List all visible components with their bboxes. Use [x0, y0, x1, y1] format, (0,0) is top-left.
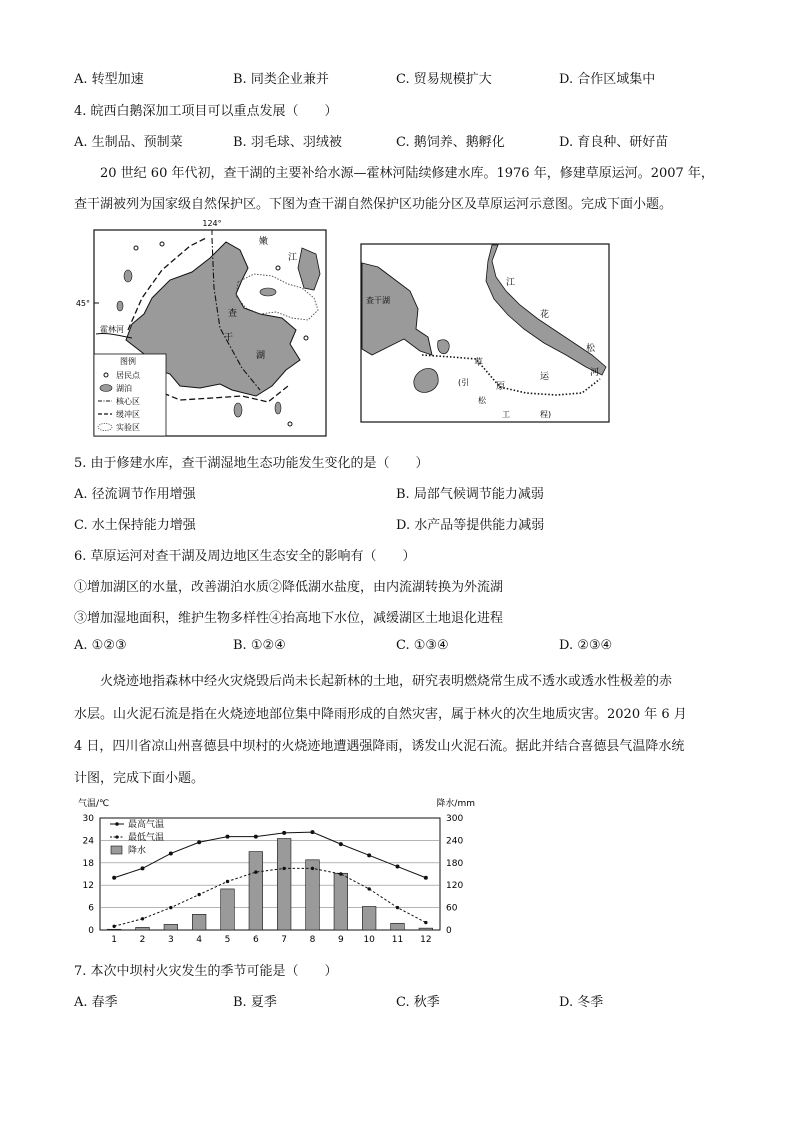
legend-min-temp: 最低气温	[128, 833, 165, 843]
precip-bar-3	[164, 924, 178, 930]
lon-label: 124°	[202, 219, 222, 228]
min-temp-point-10	[367, 887, 370, 890]
precip-bar-1	[107, 929, 121, 930]
q7-option-d[interactable]: D. 冬季	[559, 995, 604, 1010]
nen-river-char-2: 江	[288, 253, 298, 263]
min-temp-point-4	[197, 893, 200, 896]
q4-stem: 4. 皖西白鹅深加工项目可以重点发展（ ）	[74, 104, 338, 119]
min-temp-point-11	[396, 906, 399, 909]
q3-option-d[interactable]: D. 合作区域集中	[559, 72, 656, 87]
chart-ylabel-left: 气温/℃	[78, 799, 110, 809]
month-label: 6	[252, 935, 259, 945]
legend-buffer: 缓冲区	[116, 410, 140, 419]
legend-core: 核心区	[116, 397, 140, 406]
max-temp-point-5	[226, 835, 230, 839]
q3-option-c[interactable]: C. 贸易规模扩大	[396, 72, 492, 87]
huolin-river-label: 霍林河	[100, 325, 124, 334]
legend-max-marker	[115, 822, 119, 826]
canal-sub-4: 程)	[540, 410, 552, 419]
small-lake	[260, 288, 276, 296]
settlement-dot	[160, 242, 164, 246]
legend-precip-swatch	[111, 846, 122, 854]
left-tick-label: 18	[82, 858, 94, 869]
q3-option-a[interactable]: A. 转型加速	[74, 72, 144, 87]
small-lake	[275, 402, 281, 414]
passage2-line2: 水层。山火泥石流是指在火烧迹地部位集中降雨形成的自然灾害，属于林火的次生地质灾害。2020 年 6 月	[74, 707, 687, 722]
songhua-char-1: 江	[506, 278, 516, 288]
lake-char-2: 干	[224, 333, 234, 343]
max-temp-point-2	[141, 866, 145, 870]
left-map-legend	[94, 354, 166, 436]
legend-lake-icon	[100, 385, 112, 392]
small-lake-right	[438, 340, 450, 354]
climate-chart	[70, 796, 480, 948]
month-label: 2	[139, 935, 146, 945]
max-temp-point-10	[367, 853, 371, 857]
canal-char-3: 运	[540, 372, 550, 382]
q7-option-c[interactable]: C. 秋季	[396, 995, 440, 1010]
precip-bar-8	[306, 860, 320, 930]
q4-option-a[interactable]: A. 生制品、预制菜	[74, 135, 183, 150]
precip-bar-6	[249, 852, 263, 930]
month-label: 9	[337, 935, 344, 945]
min-temp-point-8	[311, 867, 314, 870]
right-tick-label: 60	[446, 903, 458, 914]
songhua-char-2: 花	[540, 310, 550, 320]
precip-bar-9	[334, 873, 348, 930]
q4-option-b[interactable]: B. 羽毛球、羽绒被	[233, 135, 342, 150]
max-temp-point-1	[112, 876, 116, 880]
legend-experimental: 实验区	[116, 423, 140, 432]
month-label: 4	[196, 935, 203, 945]
max-temp-point-8	[311, 830, 315, 834]
small-lake	[117, 301, 123, 311]
min-temp-point-1	[112, 925, 115, 928]
right-tick-label: 120	[446, 881, 464, 892]
q6-option-d[interactable]: D. ②③④	[559, 638, 613, 653]
legend-min-marker	[115, 835, 118, 838]
canal-sub-3: 工	[502, 410, 510, 419]
q5-stem: 5. 由于修建水库，查干湖湿地生态功能发生变化的是（ ）	[74, 456, 429, 471]
canal-sub-1: (引	[458, 378, 470, 387]
q7-option-a[interactable]: A. 春季	[74, 995, 118, 1010]
passage2-line1: 火烧迹地指森林中经火灾烧毁后尚未长起新林的土地，研究表明燃烧常生成不透水或透水性极差的赤	[100, 674, 673, 689]
passage1-line2: 查干湖被列为国家级自然保护区。下图为查干湖自然保护区功能分区及草原运河示意图。完成下面小题。	[74, 197, 673, 212]
min-temp-point-7	[282, 867, 285, 870]
canal-char-4: 河	[590, 368, 600, 378]
chagan-lake-zoning-map	[75, 218, 332, 440]
q6-option-c[interactable]: C. ①③④	[396, 638, 449, 653]
left-tick-label: 12	[82, 881, 94, 892]
canal-sub-2: 松	[478, 396, 486, 405]
min-temp-point-2	[141, 917, 144, 920]
canal-char-1: 草	[474, 358, 484, 368]
max-temp-point-3	[169, 851, 173, 855]
min-temp-line	[114, 868, 426, 926]
right-tick-label: 180	[446, 858, 464, 869]
legend-precip: 降水	[128, 846, 147, 856]
grassland-canal-map	[360, 243, 610, 423]
q6-option-a[interactable]: A. ①②③	[74, 638, 127, 653]
q6-statement-1: ①增加湖区的水量，改善湖泊水质②降低湖水盐度，由内流湖转换为外流湖	[74, 580, 504, 595]
legend-settlement: 居民点	[116, 371, 140, 380]
chart-legend	[110, 818, 164, 856]
precip-bar-7	[277, 839, 291, 930]
left-tick-label: 6	[88, 903, 94, 914]
month-label: 12	[420, 935, 432, 945]
settlement-dot	[134, 246, 138, 250]
month-label: 11	[391, 935, 404, 945]
right-tick-label: 240	[446, 836, 464, 847]
left-tick-label: 0	[88, 926, 94, 936]
min-temp-point-12	[424, 921, 427, 924]
precip-bar-5	[221, 889, 235, 930]
precip-bar-10	[362, 906, 376, 930]
q7-option-b[interactable]: B. 夏季	[233, 995, 277, 1010]
small-lake	[124, 270, 132, 282]
left-tick-label: 24	[82, 836, 94, 847]
min-temp-point-6	[254, 870, 257, 873]
left-tick-label: 30	[82, 814, 94, 824]
month-label: 10	[363, 935, 375, 945]
settlement-dot	[288, 422, 292, 426]
songhua-char-3: 松	[586, 344, 596, 354]
right-tick-label: 0	[446, 926, 452, 936]
q6-statement-2: ③增加湿地面积，维护生物多样性④抬高地下水位，减缓湖区土地退化进程	[74, 611, 504, 626]
month-label: 8	[309, 935, 316, 945]
legend-lake: 湖泊	[116, 384, 132, 393]
min-temp-point-3	[169, 906, 172, 909]
lat-label: 45°	[75, 299, 90, 308]
max-temp-point-4	[197, 840, 201, 844]
min-temp-point-5	[226, 880, 229, 883]
canal-char-2: 原	[496, 382, 506, 392]
precip-bar-12	[419, 928, 433, 930]
max-temp-point-6	[254, 835, 258, 839]
q3-option-b[interactable]: B. 同类企业兼并	[233, 72, 329, 87]
q6-stem: 6. 草原运河对查干湖及周边地区生态安全的影响有（ ）	[74, 549, 416, 564]
legend-settlement-icon	[104, 373, 108, 377]
q7-stem: 7. 本次中坝村火灾发生的季节可能是（ ）	[74, 964, 338, 979]
month-label: 1	[111, 935, 118, 945]
month-label: 3	[167, 935, 174, 945]
precip-bar-4	[192, 914, 206, 930]
passage2-line3: 4 日，四川省凉山州喜德县中坝村的火烧迹地遭遇强降雨，诱发山火泥石流。据此并结合喜德县气温降水统	[74, 739, 685, 754]
passage1-line1: 20 世纪 60 年代初，查干湖的主要补给水源—霍林河陆续修建水库。1976 年，修建草原运河。2007 年，	[100, 166, 714, 181]
right-tick-label: 300	[446, 814, 464, 824]
legend-max-temp: 最高气温	[128, 820, 165, 830]
q5-option-c[interactable]: C. 水土保持能力增强	[74, 518, 196, 533]
small-lake	[234, 403, 242, 417]
right-lake-label: 查干湖	[366, 296, 390, 305]
max-temp-point-11	[396, 865, 400, 869]
settlement-dot	[276, 266, 280, 270]
lake-char-3: 湖	[256, 351, 266, 361]
max-temp-point-9	[339, 842, 343, 846]
month-label: 7	[281, 935, 288, 945]
precip-bar-11	[391, 923, 405, 930]
lake-char-1: 查	[228, 309, 238, 319]
q4-option-c[interactable]: C. 鹅饲养、鹅孵化	[396, 135, 505, 150]
q6-option-b[interactable]: B. ①②④	[233, 638, 286, 653]
legend-title: 图例	[120, 357, 136, 366]
q4-option-d[interactable]: D. 育良种、研好苗	[559, 135, 669, 150]
max-temp-point-7	[282, 831, 286, 835]
min-temp-point-9	[339, 872, 342, 875]
chart-ylabel-right: 降水/mm	[436, 799, 475, 809]
max-temp-point-12	[424, 876, 428, 880]
nen-river-char-1: 嫩	[259, 237, 269, 247]
q5-option-b[interactable]: B. 局部气候调节能力减弱	[396, 487, 544, 502]
passage2-line4: 计图，完成下面小题。	[74, 771, 205, 786]
settlement-dot	[304, 336, 308, 340]
precip-bar-2	[136, 927, 150, 930]
q5-option-a[interactable]: A. 径流调节作用增强	[74, 487, 196, 502]
month-label: 5	[224, 935, 231, 945]
q5-option-d[interactable]: D. 水产品等提供能力减弱	[396, 518, 545, 533]
